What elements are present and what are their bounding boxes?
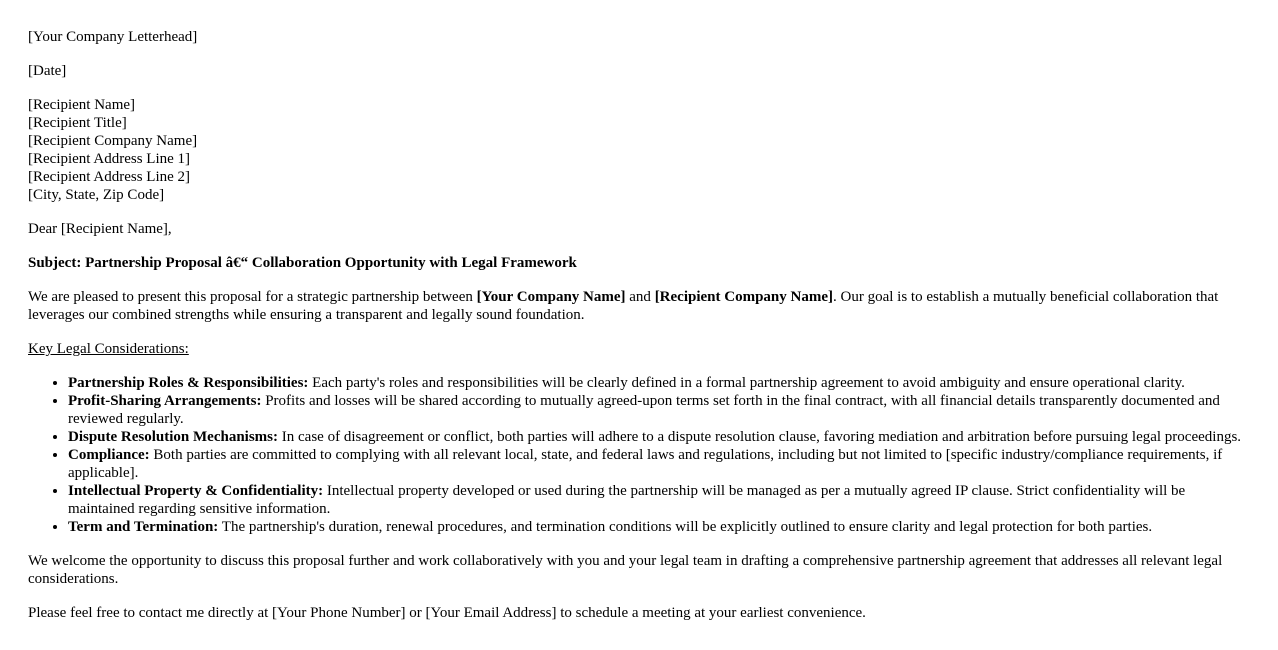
intro-text-2: and: [625, 289, 655, 305]
key-considerations-heading: Key Legal Considerations:: [28, 341, 189, 357]
consideration-text: Intellectual property developed or used during the partnership will be managed as per a mutually agreed IP clause. Strict confidentiality will be maintained regarding sensitive information.: [68, 483, 1186, 517]
consideration-title: Partnership Roles & Responsibilities:: [68, 375, 309, 391]
recipient-address-block: [28, 96, 1250, 204]
closing-paragraph: We welcome the opportunity to discuss this proposal further and work collaboratively with you and your legal team in drafting a comprehensive partnership agreement that addresses all relevant legal considerations.: [28, 553, 1223, 587]
recipient-company: [Recipient Company Name]: [28, 133, 198, 149]
consideration-title: Profit-Sharing Arrangements:: [68, 393, 262, 409]
list-item: [68, 446, 1250, 482]
intro-text-3: . Our goal is to establish a mutually beneficial collaboration that leverages our combined strengths while ensuring a transparent and legally sound foundation.: [28, 289, 1219, 323]
intro-company-b: [Recipient Company Name]: [654, 289, 833, 305]
recipient-title: [Recipient Title]: [28, 115, 127, 131]
consideration-text: Each party's roles and responsibilities will be clearly defined in a formal partnership agreement to avoid ambiguity and ensure operational clarity.: [308, 375, 1185, 391]
list-item: [68, 428, 1250, 446]
recipient-address-line-1: [Recipient Address Line 1]: [28, 151, 191, 167]
list-item: [68, 392, 1250, 428]
intro-company-a: [Your Company Name]: [476, 289, 626, 305]
subject-line: [28, 254, 1250, 272]
contact-paragraph: Please feel free to contact me directly at [Your Phone Number] or [Your Email Address] to schedule a meeting at your earliest convenience.: [28, 605, 866, 621]
consideration-text: In case of disagreement or conflict, both parties will adhere to a dispute resolution clause, favoring mediation and arbitration before pursuing legal proceedings.: [278, 429, 1242, 445]
intro-text-1: We are pleased to present this proposal for a strategic partnership between: [28, 289, 477, 305]
list-item: [68, 482, 1250, 518]
consideration-text: Profits and losses will be shared according to mutually agreed-upon terms set forth in the final contract, with all financial details transparently documented and reviewed regularly.: [68, 393, 1220, 427]
consideration-text: Both parties are committed to complying with all relevant local, state, and federal laws and regulations, including but not limited to [specific industry/compliance requirements, if applicable].: [68, 447, 1223, 481]
recipient-address-line-2: [Recipient Address Line 2]: [28, 169, 191, 185]
consideration-title: Term and Termination:: [68, 519, 219, 535]
recipient-name: [Recipient Name]: [28, 97, 136, 113]
considerations-list: [28, 374, 1250, 536]
list-item: [68, 374, 1250, 392]
letter-date: [Date]: [28, 63, 67, 79]
consideration-title: Intellectual Property & Confidentiality:: [68, 483, 324, 499]
letterhead: [Your Company Letterhead]: [28, 29, 198, 45]
salutation: Dear [Recipient Name],: [28, 221, 172, 237]
recipient-city-state-zip: [City, State, Zip Code]: [28, 187, 165, 203]
subject-text: Subject: Partnership Proposal â€“ Collaboration Opportunity with Legal Framework: [28, 255, 577, 271]
intro-paragraph: [28, 288, 1250, 324]
consideration-title: Compliance:: [68, 447, 150, 463]
consideration-title: Dispute Resolution Mechanisms:: [68, 429, 279, 445]
consideration-text: The partnership's duration, renewal procedures, and termination conditions will be explicitly outlined to ensure clarity and legal protection for both parties.: [218, 519, 1153, 535]
list-item: [68, 518, 1250, 536]
